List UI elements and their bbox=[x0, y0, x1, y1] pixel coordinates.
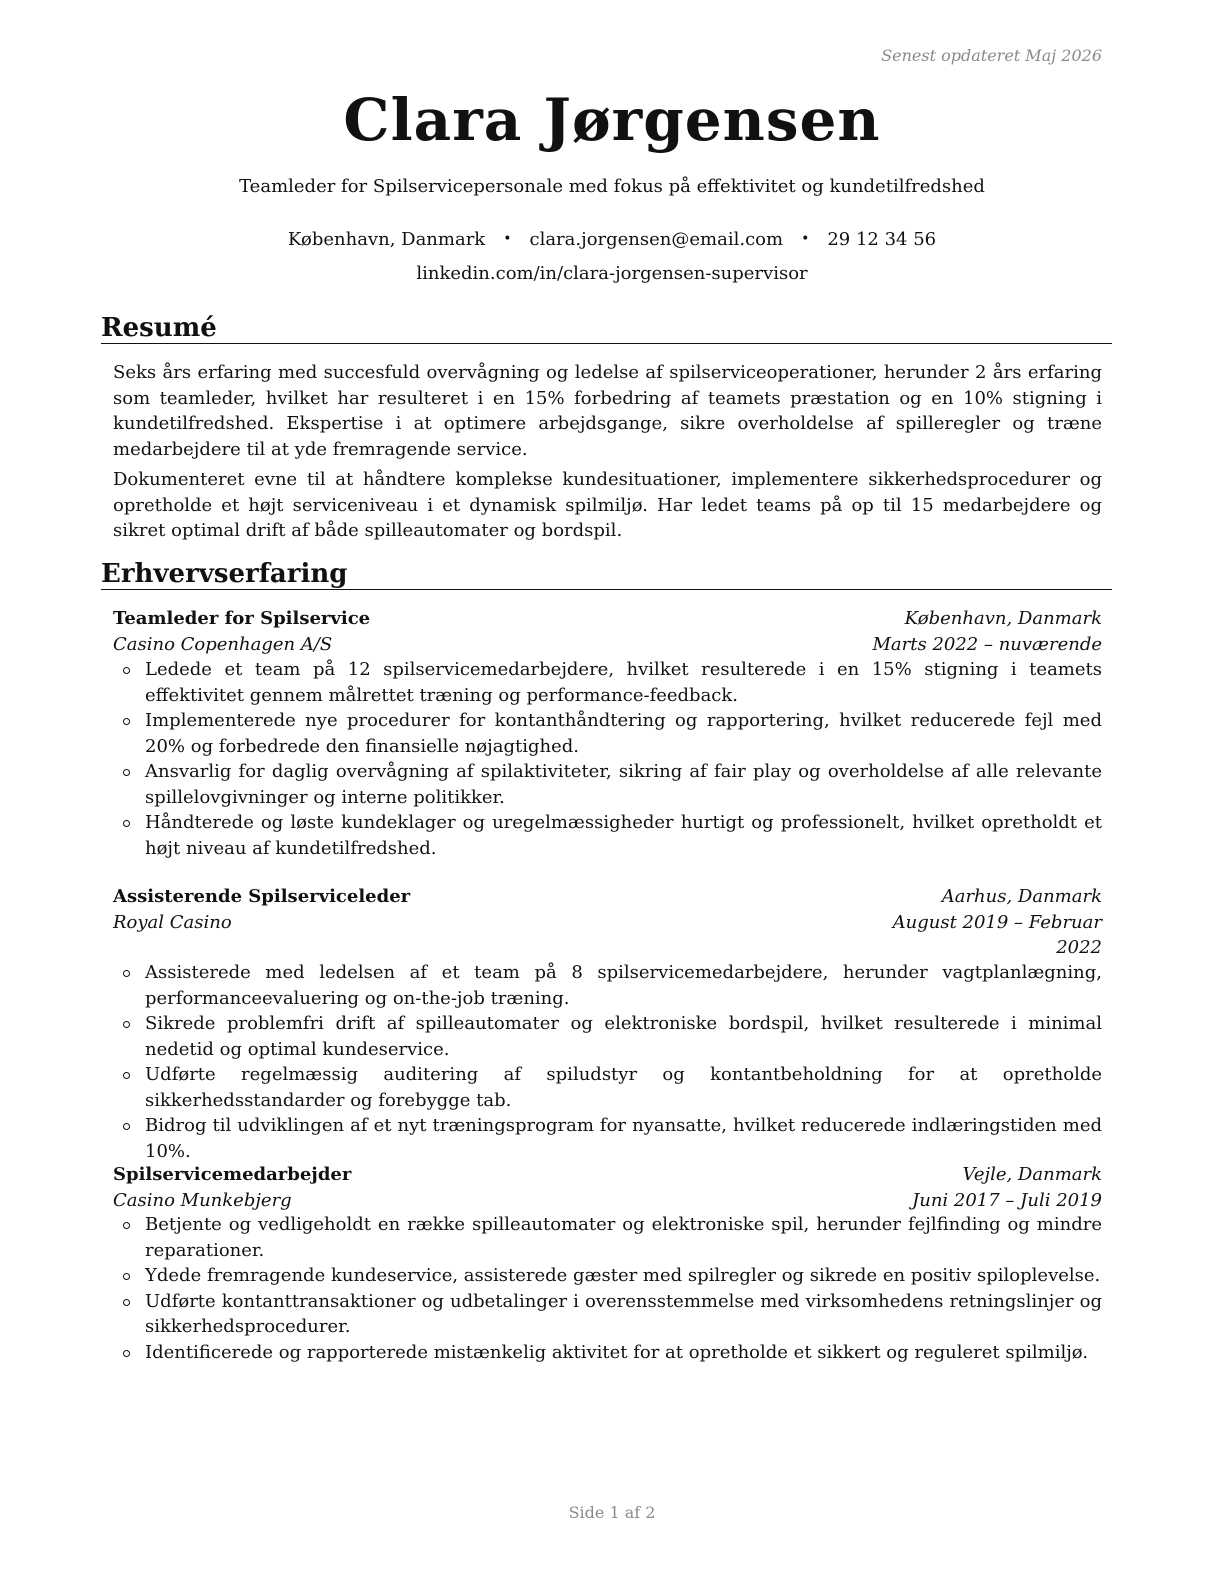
bullet-text: Assisterede med ledelsen af et team på 8 spilservicemedarbejdere, herunder vagtplanlægning, performanceevaluering og on-the-job træning. bbox=[145, 962, 1102, 1009]
circle-bullet-icon bbox=[123, 1123, 130, 1130]
section-title-experience: Erhvervserfaring bbox=[101, 559, 1112, 590]
circle-bullet-icon bbox=[123, 1222, 130, 1229]
separator-dot: • bbox=[503, 231, 512, 247]
circle-bullet-icon bbox=[123, 718, 130, 725]
bullet-text: Sikrede problemfri drift af spilleautomater og elektroniske bordspil, hvilket resulterede i minimal nedetid og optimal kundeservice. bbox=[145, 1013, 1102, 1060]
job-company: Royal Casino bbox=[113, 911, 232, 933]
job-dates: Juni 2017 – Juli 2019 bbox=[912, 1189, 1102, 1211]
bullet-text: Håndterede og løste kundeklager og uregelmæssigheder hurtigt og professionelt, hvilket opretholdt et højt niveau af kundetilfredshed. bbox=[145, 812, 1102, 859]
job-title: Spilservicemedarbejder bbox=[113, 1164, 352, 1185]
list-item bbox=[113, 1289, 1102, 1340]
job-company: Casino Munkebjerg bbox=[113, 1189, 292, 1211]
list-item bbox=[113, 1263, 1102, 1289]
bullet-text: Ydede fremragende kundeservice, assisterede gæster med spilregler og sikrede en positiv spiloplevelse. bbox=[145, 1265, 1101, 1286]
job-header bbox=[113, 606, 1102, 657]
circle-bullet-icon bbox=[123, 1072, 130, 1079]
job-bullets bbox=[113, 657, 1102, 861]
job-location: Aarhus, Danmark bbox=[941, 886, 1102, 907]
list-item bbox=[113, 708, 1102, 759]
circle-bullet-icon bbox=[123, 769, 130, 776]
list-item bbox=[113, 1062, 1102, 1113]
job-title: Teamleder for Spilservice bbox=[113, 608, 371, 629]
contact-email[interactable]: clara.jorgensen@email.com bbox=[529, 229, 784, 250]
list-item bbox=[113, 810, 1102, 861]
job-header bbox=[113, 1162, 1102, 1213]
bullet-text: Udførte kontanttransaktioner og udbetalinger i overensstemmelse med virksomhedens retningslinjer og sikkerhedsprocedurer. bbox=[145, 1290, 1102, 1337]
bullet-text: Betjente og vedligeholdt en række spilleautomater og elektroniske spil, herunder fejlfinding og mindre reparationer. bbox=[145, 1214, 1102, 1261]
job-dates: Marts 2022 – nuværende bbox=[872, 633, 1102, 655]
list-item bbox=[113, 759, 1102, 810]
last-updated: Senest opdateret Maj 2026 bbox=[881, 46, 1102, 65]
circle-bullet-icon bbox=[123, 1350, 130, 1357]
contact-location: København, Danmark bbox=[287, 229, 486, 250]
job-dates: August 2019 – Februar 2022 bbox=[892, 911, 1102, 958]
job-location: Vejle, Danmark bbox=[962, 1164, 1102, 1185]
page-number: Side 1 af 2 bbox=[568, 1503, 656, 1522]
circle-bullet-icon bbox=[123, 1021, 130, 1028]
bullet-text: Bidrog til udviklingen af et nyt træningsprogram for nyansatte, hvilket reducerede indlæringstiden med 10%. bbox=[145, 1115, 1102, 1162]
separator-dot: • bbox=[801, 231, 810, 247]
list-item bbox=[113, 1340, 1102, 1366]
bullet-text: Implementerede nye procedurer for kontanthåndtering og rapportering, hvilket reducerede fejl med 20% og forbedrede den finansielle nøjagtighed. bbox=[145, 710, 1102, 757]
job-bullets bbox=[113, 960, 1102, 1164]
circle-bullet-icon bbox=[123, 820, 130, 827]
candidate-name: Clara Jørgensen bbox=[343, 86, 881, 154]
job-bullets bbox=[113, 1212, 1102, 1365]
circle-bullet-icon bbox=[123, 667, 130, 674]
list-item bbox=[113, 1113, 1102, 1164]
job-location: København, Danmark bbox=[904, 608, 1102, 629]
tagline: Teamleder for Spilservicepersonale med fokus på effektivitet og kundetilfredshed bbox=[239, 176, 985, 197]
contact-linkedin[interactable]: linkedin.com/in/clara-jorgensen-supervisor bbox=[416, 263, 808, 284]
list-item bbox=[113, 657, 1102, 708]
contact-phone: 29 12 34 56 bbox=[827, 229, 937, 250]
bullet-text: Udførte regelmæssig auditering af spiludstyr og kontantbeholdning for at opretholde sikkerhedsstandarder og forebygge tab. bbox=[145, 1064, 1102, 1111]
circle-bullet-icon bbox=[123, 1273, 130, 1280]
circle-bullet-icon bbox=[123, 1299, 130, 1306]
bullet-text: Ansvarlig for daglig overvågning af spilaktiviteter, sikring af fair play og overholdelse af alle relevante spillelovgivninger og interne politikker. bbox=[145, 761, 1102, 808]
list-item bbox=[113, 1011, 1102, 1062]
list-item bbox=[113, 1212, 1102, 1263]
job-company: Casino Copenhagen A/S bbox=[113, 633, 333, 655]
job-header bbox=[113, 884, 1102, 961]
section-title-summary: Resumé bbox=[101, 313, 1112, 344]
summary-paragraph-1: Seks års erfaring med succesfuld overvågning og ledelse af spilserviceoperationer, herunder 2 års erfaring som teamleder, hvilket har resulteret i en 15% forbedring af teamets præstation og en 10% stigning i kundetilfredshed. Ekspertise i at optimere arbejdsgange, sikre overholdelse af spilleregler og træne medarbejdere til at yde fremragende service. bbox=[113, 362, 1102, 460]
summary-paragraph-2: Dokumenteret evne til at håndtere komplekse kundesituationer, implementere sikkerhedsprocedurer og opretholde et højt serviceniveau i et dynamisk spilmiljø. Har ledet teams på op til 15 medarbejdere og sikret optimal drift af både spilleautomater og bordspil. bbox=[113, 469, 1102, 541]
contact-line bbox=[0, 229, 1224, 250]
job-title: Assisterende Spilserviceleder bbox=[113, 886, 411, 907]
bullet-text: Identificerede og rapporterede mistænkelig aktivitet for at opretholde et sikkert og reguleret spilmiljø. bbox=[145, 1341, 1089, 1363]
bullet-text: Ledede et team på 12 spilservicemedarbejdere, hvilket resulterede i en 15% stigning i teamets effektivitet gennem målrettet træning og performance-feedback. bbox=[145, 659, 1102, 706]
list-item bbox=[113, 960, 1102, 1011]
circle-bullet-icon bbox=[123, 970, 130, 977]
